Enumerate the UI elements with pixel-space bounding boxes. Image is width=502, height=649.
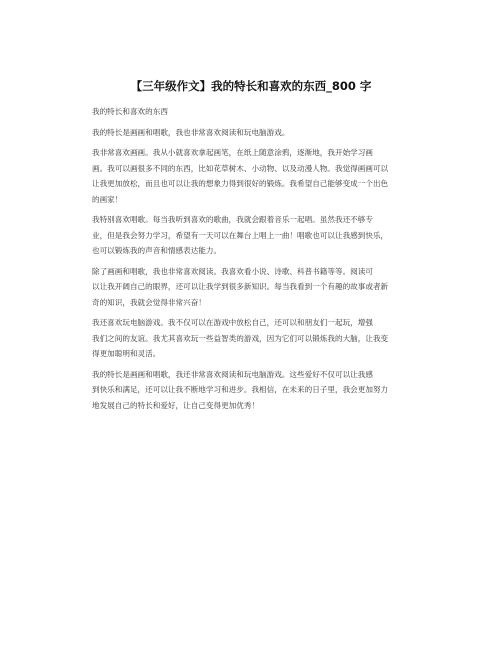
- text-line: 得更加聪明和灵活。: [92, 349, 161, 358]
- text-line: 让我更加放松，而且也可以让我的想象力得到很好的锻炼。我希望自己能够变成一个出色: [92, 179, 389, 188]
- paragraph-6: [92, 315, 412, 362]
- text-line: 以让我开阔自己的眼界，还可以让我学到很多新知识。每当我看到一个有趣的故事或者新: [92, 282, 389, 291]
- text-line: 我非常喜欢画画。我从小就喜欢拿起画笔，在纸上随意涂鸦，逐渐地，我开始学习画: [92, 148, 373, 157]
- paragraph-4: [92, 212, 412, 259]
- text-line: 也可以锻炼我的声音和情感表达能力。: [92, 246, 222, 255]
- document-body: [92, 104, 412, 418]
- text-line: 我的特长和喜欢的东西: [92, 107, 168, 116]
- text-line: 除了画画和唱歌，我也非常喜欢阅读。我喜欢看小说、诗歌、科普书籍等等。阅读可: [92, 266, 373, 276]
- text-line: 我们之间的友谊。我尤其喜欢玩一些益智类的游戏，因为它们可以锻炼我的大脑，让我变: [92, 333, 389, 343]
- text-line: 我特别喜欢唱歌。每当我听到喜欢的歌曲，我就会跟着音乐一起唱。虽然我还不够专: [92, 215, 373, 224]
- text-line: 我的特长是画画和唱歌，我还非常喜欢阅读和玩电脑游戏。这些爱好不仅可以让我感: [92, 369, 373, 379]
- text-line: 地发展自己的特长和爱好，让自己变得更加优秀！: [92, 400, 260, 410]
- text-line: 奇的知识，我就会觉得非常兴奋！: [92, 297, 206, 307]
- text-line: 我还喜欢玩电脑游戏。我不仅可以在游戏中放松自己，还可以和朋友们一起玩，增强: [92, 318, 373, 327]
- paragraph-7: [92, 367, 412, 414]
- paragraph-1: [92, 104, 412, 120]
- paragraph-2: [92, 125, 412, 141]
- text-line: 画。我可以画很多不同的东西，比如花草树木、小动物、以及动漫人物。我觉得画画可以: [92, 163, 389, 173]
- text-line: 到快乐和满足，还可以让我不断地学习和进步。我相信，在未来的日子里，我会更加努力: [92, 385, 389, 394]
- document-title: 【三年级作文】我的特长和喜欢的东西_800 字: [130, 79, 372, 93]
- text-line: 业，但是我会努力学习，希望有一天可以在舞台上唱上一曲！唱歌也可以让我感到快乐，: [92, 230, 389, 240]
- text-line: 我的特长是画画和唱歌，我也非常喜欢阅读和玩电脑游戏。: [92, 127, 290, 137]
- paragraph-3: [92, 145, 412, 207]
- text-line: 的画家！: [92, 194, 123, 204]
- paragraph-5: [92, 264, 412, 311]
